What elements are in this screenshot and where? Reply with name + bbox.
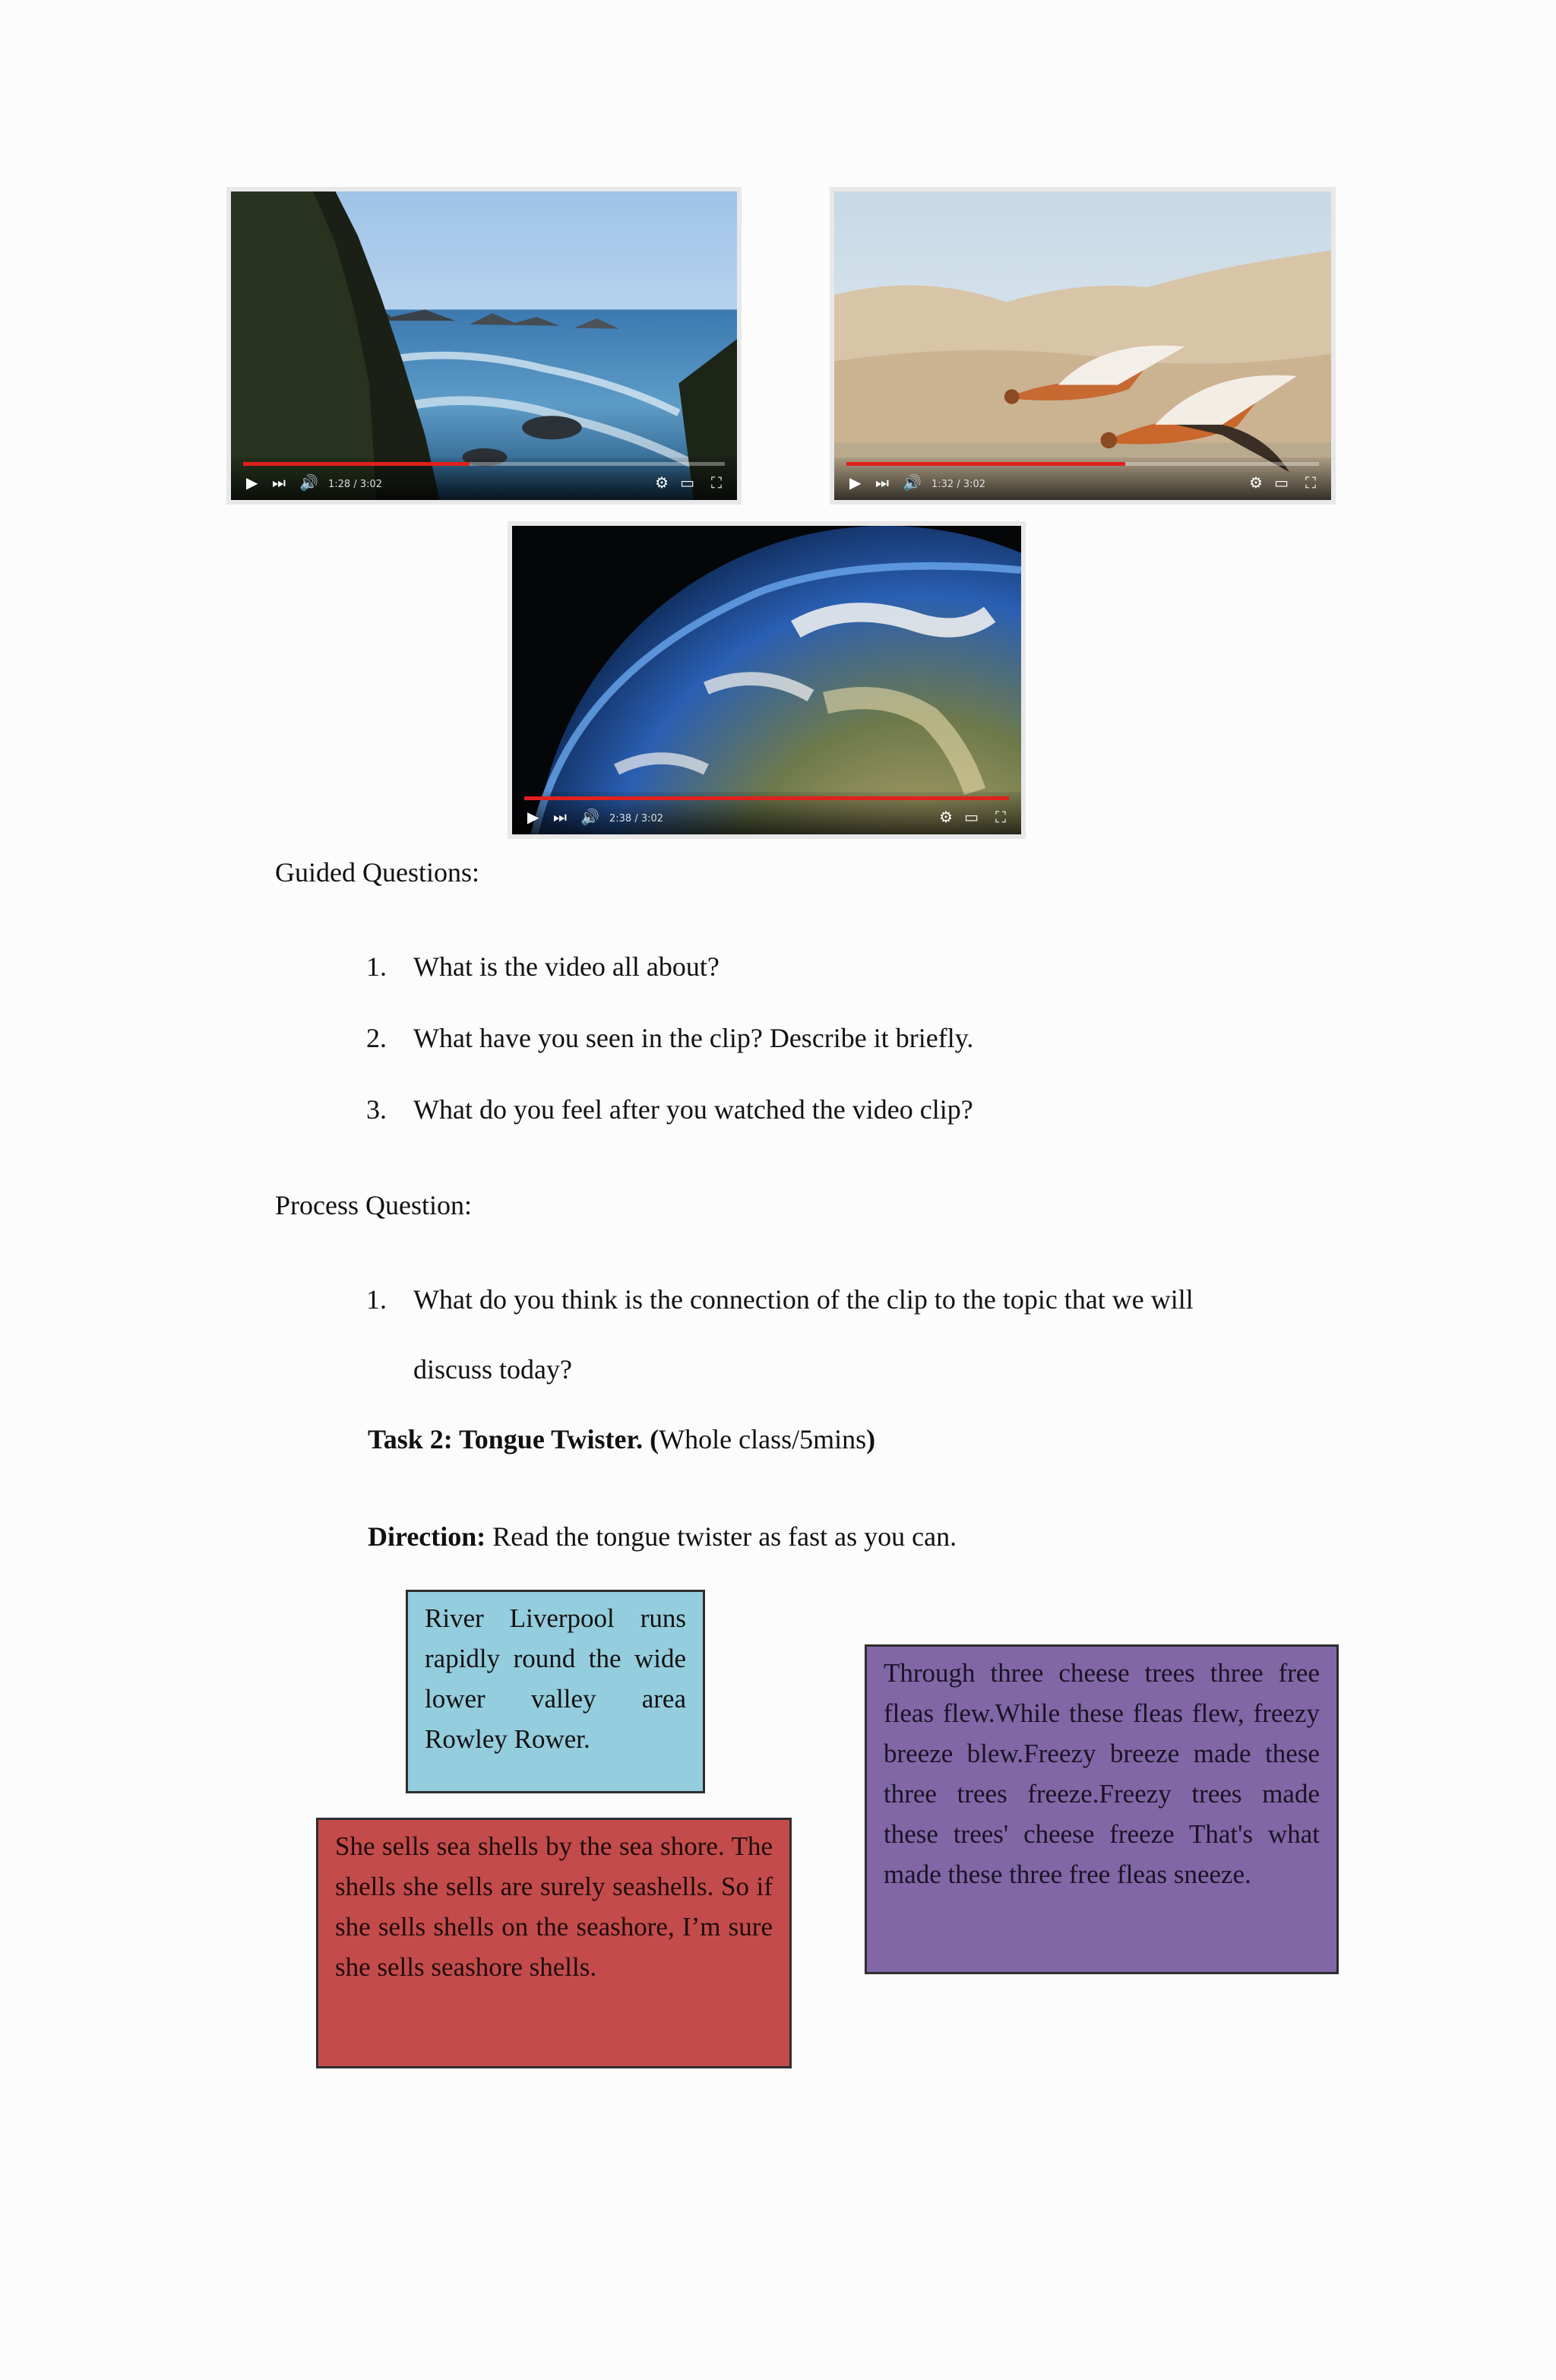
- twister-box-red: [316, 1818, 792, 2068]
- guided-item-3-text: What do you feel after you watched the video clip?: [413, 1094, 973, 1125]
- play-icon[interactable]: ▶: [527, 808, 539, 826]
- twister-box-blue: [406, 1590, 705, 1793]
- progress-bar[interactable]: [243, 462, 725, 466]
- fullscreen-icon[interactable]: ⛶: [711, 473, 722, 492]
- time-display: 1:32 / 3:02: [931, 479, 986, 490]
- process-item-1-number: 1.: [366, 1284, 387, 1315]
- process-item-1-text-line1: What do you think is the connection of the clip to the topic that we will: [413, 1284, 1194, 1315]
- settings-gear-icon[interactable]: ⚙: [939, 808, 953, 826]
- task-2-heading: [368, 1423, 875, 1456]
- progress-fill: [846, 462, 1125, 466]
- guided-item-1-number: 1.: [366, 951, 387, 982]
- progress-bar[interactable]: [524, 796, 1009, 800]
- guided-item-1-text: What is the video all about?: [413, 951, 719, 982]
- task-detail: Whole class/5mins: [659, 1424, 867, 1454]
- skip-next-icon[interactable]: ⏭: [553, 808, 567, 826]
- video-controls: [231, 457, 737, 500]
- video-thumbnail-coast[interactable]: [226, 187, 742, 505]
- progress-bar[interactable]: [846, 462, 1319, 466]
- earth-scene-image: [512, 526, 1021, 834]
- theater-mode-icon[interactable]: ▭: [680, 473, 694, 492]
- twister-box-purple: [865, 1644, 1339, 1974]
- video-controls: [834, 457, 1331, 500]
- guided-item-3-number: 3.: [366, 1094, 387, 1125]
- fullscreen-icon[interactable]: ⛶: [995, 808, 1006, 826]
- settings-gear-icon[interactable]: ⚙: [1249, 473, 1263, 492]
- direction-label: Direction:: [368, 1521, 486, 1552]
- video-thumbnail-birds[interactable]: [830, 187, 1336, 505]
- volume-icon[interactable]: 🔊: [299, 473, 318, 492]
- time-display: 1:28 / 3:02: [328, 479, 383, 490]
- process-item-1-text-line2: discuss today?: [413, 1354, 572, 1385]
- settings-gear-icon[interactable]: ⚙: [655, 473, 669, 492]
- guided-item-2-number: 2.: [366, 1023, 387, 1053]
- progress-fill: [243, 462, 470, 466]
- fullscreen-icon[interactable]: ⛶: [1305, 473, 1316, 492]
- guided-questions-heading: Guided Questions:: [275, 857, 479, 888]
- theater-mode-icon[interactable]: ▭: [964, 808, 979, 826]
- play-icon[interactable]: ▶: [849, 473, 862, 492]
- birds-scene-image: [834, 191, 1331, 500]
- direction-line: [368, 1520, 957, 1553]
- task-paren-open: (: [650, 1424, 659, 1454]
- video-thumbnail-earth[interactable]: [508, 521, 1026, 839]
- volume-icon[interactable]: 🔊: [580, 808, 599, 826]
- twister-text-blue: River Liverpool runs rapidly round the wide lower valley area Rowley Rower.: [425, 1603, 686, 1754]
- theater-mode-icon[interactable]: ▭: [1274, 473, 1289, 492]
- progress-fill: [524, 796, 1009, 800]
- process-question-heading: Process Question:: [275, 1190, 472, 1220]
- direction-text: Read the tongue twister as fast as you can.: [492, 1521, 957, 1552]
- task-paren-close: ): [866, 1424, 876, 1454]
- twister-text-red: She sells sea shells by the sea shore. The shells she sells are surely seashells. So if she sells shells on the seashore, I’m sure she sells seashore shells.: [335, 1831, 773, 1982]
- guided-item-2-text: What have you seen in the clip? Describe it briefly.: [413, 1023, 974, 1053]
- time-display: 2:38 / 3:02: [609, 813, 664, 824]
- skip-next-icon[interactable]: ⏭: [875, 473, 889, 492]
- skip-next-icon[interactable]: ⏭: [272, 473, 286, 492]
- play-icon[interactable]: ▶: [246, 473, 258, 492]
- twister-text-purple: Through three cheese trees three free fleas flew.While these fleas flew, freezy breeze blew.Freezy breeze made these three trees freeze.Freezy trees made these trees' cheese freeze That's what made these three free fleas sneeze.: [884, 1658, 1320, 1889]
- coast-scene-image: [231, 191, 737, 500]
- volume-icon[interactable]: 🔊: [903, 473, 922, 492]
- task-label: Task 2: Tongue Twister.: [368, 1424, 644, 1454]
- video-controls: [512, 792, 1021, 834]
